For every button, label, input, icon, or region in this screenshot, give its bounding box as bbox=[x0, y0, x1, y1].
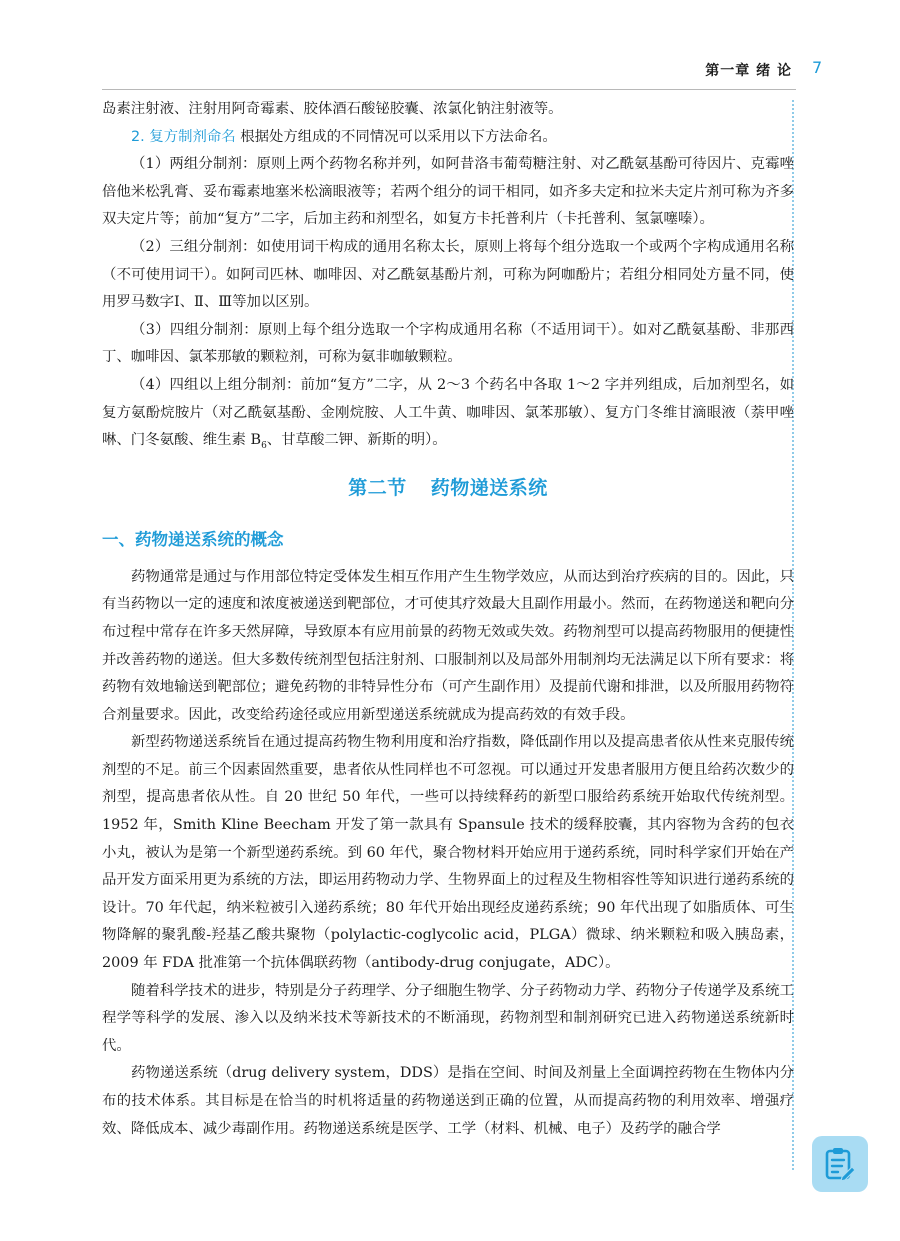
paragraph-four-component: （3）四组分制剂：原则上每个组分选取一个字构成通用名称（不适用词干）。如对乙酰氨基酚、非那西丁、咖啡因、氯苯那敏的颗粒剂，可称为氨非咖敏颗粒。 bbox=[102, 321, 794, 366]
header-divider bbox=[102, 89, 796, 90]
vitamin-subscript: 6 bbox=[261, 441, 267, 451]
page-number: 7 bbox=[812, 58, 823, 77]
paragraph-continued: 岛素注射液、注射用阿奇霉素、胶体酒石酸铋胶囊、浓氯化钠注射液等。 bbox=[102, 101, 563, 117]
multi-component-text-a: （4）四组以上组分制剂：前加“复方”二字，从 2～3 个药名中各取 1～2 字并列组成，后加剂型名，如复方氨酚烷胺片（对乙酰氨基酚、金刚烷胺、人工牛黄、咖啡因、氯苯那敏）、复方门冬维甘滴眼液（萘甲唑啉、门冬氨酸、维生素 B bbox=[102, 376, 794, 449]
body-paragraph-1: 药物通常是通过与作用部位特定受体发生相互作用产生生物学效应，从而达到治疗疾病的目的。因此，只有当药物以一定的速度和浓度被递送到靶部位，才可使其疗效最大且副作用最小。然而，在药物递送和靶向分布过程中常存在许多天然屏障，导致原本有应用前景的药物无效或失效。药物剂型可以提高药物服用的便捷性并改善药物的递送。但大多数传统剂型包括注射剂、口服制剂以及局部外用制剂均无法满足以下所有要求：将药物有效地输送到靶部位；避免药物的非特异性分布（可产生副作用）及提前代谢和排泄，以及所服用药物符合剂量要求。因此，改变给药途径或应用新型递送系统就成为提高药效的有效手段。 bbox=[102, 568, 794, 723]
item-heading: 2. 复方制剂命名 bbox=[131, 128, 236, 145]
body-paragraph-3: 随着科学技术的进步，特别是分子药理学、分子细胞生物学、分子药物动力学、药物分子传递学及系统工程学等科学的发展、渗入以及纳米技术等新技术的不断涌现，药物剂型和制剂研究已进入药物递送系统新时代。 bbox=[102, 982, 794, 1054]
chapter-title: 第一章 绪 论 bbox=[705, 63, 792, 79]
note-button[interactable] bbox=[812, 1136, 868, 1192]
body-paragraph-4: 药物递送系统（drug delivery system，DDS）是指在空间、时间及剂量上全面调控药物在生物体内分布的技术体系。其目标是在恰当的时机将适量的药物递送到正确的位置，从而提高药物的利用效率、增强疗效、降低成本、减少毒副作用。药物递送系统是医学、工学（材料、机械、电子）及药学的融合学 bbox=[102, 1065, 794, 1137]
multi-component-text-b: 、甘草酸二钾、新斯的明）。 bbox=[266, 432, 447, 449]
section-heading bbox=[102, 475, 794, 502]
paragraph-compound-naming bbox=[102, 124, 794, 152]
section-title: 药物递送系统 bbox=[430, 476, 548, 499]
body-paragraph-2: 新型药物递送系统旨在通过提高药物生物利用度和治疗指数，降低副作用以及提高患者依从性来克服传统剂型的不足。前三个因素固然重要，患者依从性同样也不可忽视。可以通过开发患者服用方便且给药次数少的剂型，提高患者依从性。自 20 世纪 50 年代，一些可以持续释药的新型口服给药系统开始取代传统剂型。1952 年，Smith Kline Beecham 开发了第一款具有 Spansule 技术的缓释胶囊，其内容物为含药的包衣小丸，被认为是第一个新型递药系统。到 60 年代，聚合物材料开始应用于递药系统，同时科学家们开始在产品开发方面采用更为系统的方法，即运用药物动力学、生物界面上的过程及生物相容性等知识进行递药系统的设计。70 年代起，纳米粒被引入递药系统；80 年代开始出现经皮递药系统；90 年代出现了如脂质体、可生物降解的聚乳酸-羟基乙酸共聚物（polylactic-coglycolic acid，PLGA）微球、纳米颗粒和吸入胰岛素，2009 年 FDA 批准第一个抗体偶联药物（antibody-drug conjugate，ADC）。 bbox=[102, 734, 794, 972]
paragraph-two-component: （1）两组分制剂：原则上两个药物名称并列，如阿昔洛韦葡萄糖注射、对乙酰氨基酚可待因片、克霉唑倍他米松乳膏、妥布霉素地塞米松滴眼液等；若两个组分的词干相同，如齐多夫定和拉米夫定片剂可称为齐多双夫定片等；前加“复方”二字，后加主药和剂型名，如复方卡托普利片（卡托普利、氢氯噻嗪）。 bbox=[102, 156, 794, 228]
page-content bbox=[102, 96, 794, 1143]
item-text: 根据处方组成的不同情况可以采用以下方法命名。 bbox=[235, 128, 557, 145]
paragraph-three-component: （2）三组分制剂：如使用词干构成的通用名称太长，原则上将每个组分选取一个或两个字构成通用名称（不可使用词干）。如阿司匹林、咖啡因、对乙酰氨基酚片剂，可称为阿咖酚片；若组分相同处方量不同，使用罗马数字Ⅰ、Ⅱ、Ⅲ等加以区别。 bbox=[102, 238, 794, 311]
subsection-heading: 一、药物递送系统的概念 bbox=[102, 529, 284, 549]
paragraph-multi-component bbox=[102, 372, 794, 455]
notepad-edit-icon bbox=[823, 1146, 857, 1182]
page-header bbox=[0, 60, 900, 84]
section-number: 第二节 bbox=[348, 476, 407, 499]
